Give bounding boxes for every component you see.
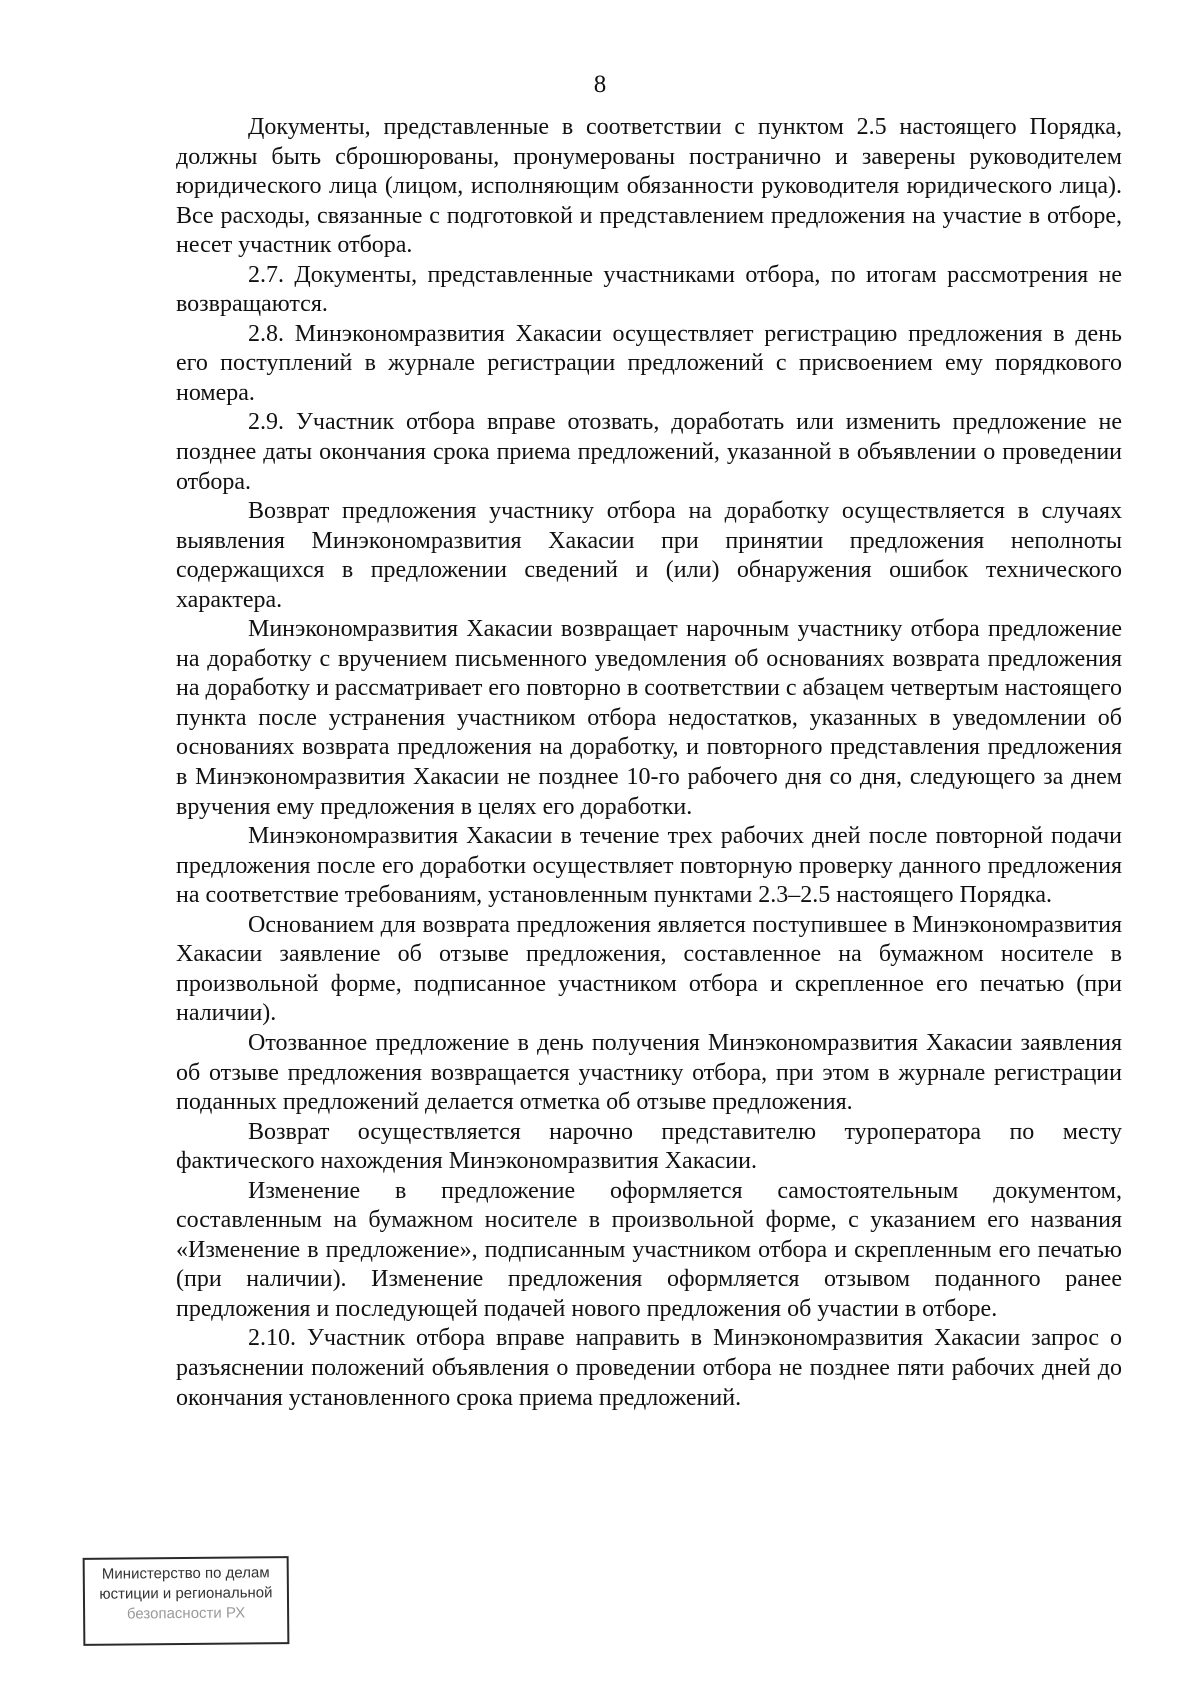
- paragraph-return-by-courier: Минэкономразвития Хакасии возвращает нарочным участнику отбора предложение на доработку с вручением письменного уведомления об основаниях возврата предложения на доработку и рассматривает его повторно в соответствии с абзацем четвертым настоящего пункта после устранения участником отбора недостатков, указанных в уведомлении об основаниях возврата предложения на доработку, и повторного представления предложения в Минэкономразвития Хакасии не позднее 10-го рабочего дня со дня, следующего за днем вручения ему предложения в целях его доработки.: [176, 616, 1122, 820]
- paragraph-2-7: 2.7. Документы, представленные участниками отбора, по итогам рассмотрения не возвращаются.: [176, 261, 1122, 318]
- page-number: 8: [593, 71, 607, 98]
- paragraph-documents-binding: Документы, представленные в соответствии с пунктом 2.5 настоящего Порядка, должны быть сброшюрованы, пронумерованы постранично и заверены руководителем юридического лица (лицом, исполняющим обязанности руководителя юридического лица). Все расходы, связанные с подготовкой и представлением предложения на участие в отборе, несет участник отбора.: [176, 114, 1122, 259]
- document-body: [176, 113, 1122, 1413]
- paragraph-2-9: 2.9. Участник отбора вправе отозвать, доработать или изменить предложение не позднее даты окончания срока приема предложений, указанной в объявлении о проведении отбора.: [176, 409, 1122, 495]
- paragraph-amendment: Изменение в предложение оформляется самостоятельным документом, составленным на бумажном носителе в произвольной форме, с указанием его названия «Изменение в предложение», подписанным участником отбора и скрепленным его печатью (при наличии). Изменение предложения оформляется отзывом поданного ранее предложения и последующей подачей нового предложения об участии в отборе.: [176, 1177, 1122, 1322]
- ministry-stamp: [83, 1556, 290, 1646]
- paragraph-repeat-check: Минэкономразвития Хакасии в течение трех рабочих дней после повторной подачи предложения после его доработки осуществляет повторную проверку данного предложения на соответствие требованиям, установленным пунктами 2.3–2.5 настоящего Порядка.: [176, 823, 1122, 909]
- paragraph-return-location: Возврат осуществляется нарочно представителю туроператора по месту фактического нахождения Минэкономразвития Хакасии.: [176, 1118, 1122, 1175]
- stamp-line-security: безопасности РХ: [126, 1604, 246, 1623]
- paragraph-withdrawn-proposal: Отозванное предложение в день получения Минэкономразвития Хакасии заявления об отзыве предложения возвращается участнику отбора, при этом в журнале регистрации поданных предложений делается отметка об отзыве предложения.: [176, 1029, 1122, 1116]
- paragraph-return-for-revision: Возврат предложения участнику отбора на доработку осуществляется в случаях выявления Минэкономразвития Хакасии при принятии предложения неполноты содержащихся в предложении сведений и (или) обнаружения ошибок технического характера.: [176, 498, 1122, 613]
- stamp-line-justice: юстиции и региональной: [99, 1584, 273, 1603]
- paragraph-2-8: 2.8. Минэкономразвития Хакасии осуществляет регистрацию предложения в день его поступлений в журнале регистрации предложений с присвоением ему порядкового номера.: [176, 320, 1122, 406]
- paragraph-grounds-for-return: Основанием для возврата предложения является поступившее в Минэкономразвития Хакасии заявление об отзыве предложения, составленное на бумажном носителе в произвольной форме, подписанное участником отбора и скрепленное его печатью (при наличии).: [176, 911, 1122, 1027]
- paragraph-2-10: 2.10. Участник отбора вправе направить в Минэкономразвития Хакасии запрос о разъяснении положений объявления о проведении отбора не позднее пяти рабочих дней до окончания установленного срока приема предложений.: [176, 1325, 1122, 1411]
- stamp-line-ministry: Министерство по делам: [101, 1564, 270, 1583]
